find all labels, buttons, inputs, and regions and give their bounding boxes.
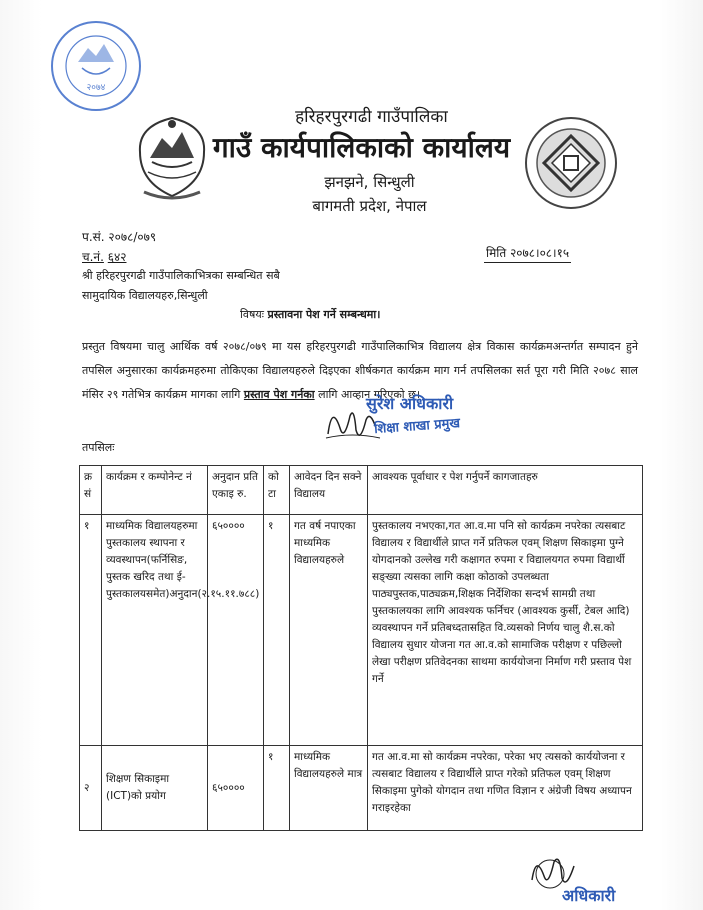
row-sn: १ xyxy=(80,515,102,746)
program-table xyxy=(79,465,643,831)
tapasil-label: तपसिलः xyxy=(82,441,115,454)
reference-ps xyxy=(82,228,156,245)
office-location: झनझने, सिन्धुली xyxy=(324,173,415,191)
signatory-stamp xyxy=(330,392,480,452)
row-quota: १ xyxy=(264,515,290,746)
header-grant: अनुदान प्रति एकाइ रु. xyxy=(208,466,264,515)
body-text-before: प्रस्तुत विषयमा चालु आर्थिक वर्ष २०७८/०७९ मा यस हरिहरपुरगढी गाउँपालिकाभित्र विद्यालय क्षेत्र विकास कार्यक्रमअन्तर्गत सम्पादन हुने तपसिल अनुसारका कार्यक्रमहरुमा तोकिएका विद्यालयहरुले दिइएका शीर्षकगत कार्यक्रम माग गर्न तपसिलका सर्त पूरा गरी मिति २०७८ साल मंसिर २९ गतेभित्र कार्यक्रम मागका लागि xyxy=(82,340,638,401)
row-sn: २ xyxy=(80,746,102,831)
municipality-name: हरिहरपुरगढी गाउँपालिका xyxy=(295,107,448,127)
addressee-line-2: सामुदायिक विद्यालयहरु,सिन्धुली xyxy=(82,289,208,302)
header-requirements: आवश्यक पूर्वाधार र पेश गर्नुपर्ने कागजातहरु xyxy=(368,466,643,515)
subject-text: प्रस्तावना पेश गर्ने सम्बन्धमा। xyxy=(267,308,381,321)
header-program: कार्यक्रम र कम्पोनेन्ट नं xyxy=(102,466,208,515)
row-eligible: गत वर्ष नपाएका माध्यमिक विद्यालयहरुले xyxy=(290,515,368,746)
row-program: शिक्षण सिकाइमा (ICT)को प्रयोग xyxy=(102,746,208,831)
header-sn: क्र सं xyxy=(80,466,102,515)
body-text-emphasis: प्रस्ताव पेश गर्नका xyxy=(243,388,315,401)
date-value: २०७८।०८।१५ xyxy=(510,246,570,260)
letter-date xyxy=(484,244,571,263)
cn-value: ६४२ xyxy=(107,250,127,264)
signatory-name: सुरेश अधिकारी xyxy=(366,394,454,413)
table-row xyxy=(80,515,643,746)
office-province: बागमती प्रदेश, नेपाल xyxy=(312,197,427,215)
subject-label: विषयः xyxy=(240,308,264,321)
row-grant: ६५०००० xyxy=(208,746,264,831)
bottom-signatory-name: अधिकारी xyxy=(562,886,616,905)
subject-line xyxy=(240,307,380,322)
ps-label: प.सं. xyxy=(82,230,105,244)
bottom-signatory-stamp xyxy=(524,848,664,908)
header-quota: को टा xyxy=(264,466,290,515)
svg-text:२०७४: २०७४ xyxy=(86,83,106,93)
table-row xyxy=(80,746,643,831)
row-eligible: माध्यमिक विद्यालयहरुले मात्र xyxy=(290,746,368,831)
date-label: मिति xyxy=(486,246,507,260)
cn-label: च.नं. xyxy=(82,250,104,264)
office-seal-stamp xyxy=(48,18,144,114)
row-program: माध्यमिक विद्यालयहरुमा पुस्तकालय स्थापना र व्यवस्थापन(फर्निसिङ, पुस्तक खरिद तथा ई-पुस्तकालयसमेत)अनुदान(२.१५.११.७८८) xyxy=(102,515,208,746)
reference-cn xyxy=(82,248,126,265)
row-grant: ६५०००० xyxy=(208,515,264,746)
office-title: गाउँ कार्यपालिकाको कार्यालय xyxy=(212,131,511,164)
addressee-line-1: श्री हरिहरपुरगढी गाउँपालिकाभित्रका सम्बन्धित सबै xyxy=(82,269,280,282)
header-eligible: आवेदन दिन सक्ने विद्यालय xyxy=(290,466,368,515)
table-header-row xyxy=(80,466,643,515)
body-text-after: लागि आव्हान गरिएको छ। xyxy=(318,388,420,401)
ps-value: २०७८/०७९ xyxy=(108,230,157,244)
row-requirements: पुस्तकालय नभएका,गत आ.व.मा पनि सो कार्यक्रम नपरेका त्यसबाट विद्यालय र विद्यार्थीले प्राप्त गर्ने प्रतिफल एवम् शिक्षण सिकाइमा पुग्ने योगदानको उल्लेख गरी कक्षागत रुपमा र विद्यालयगत रुपमा विद्यार्थी सङ्ख्या त्यसका लागि कक्षा कोठाको उपलब्धता पाठ्यपुस्तक,पाठ्यक्रम,शिक्षक निर्देशिका सन्दर्भ सामग्री तथा पुस्तकालयका लागि आवश्यक फर्निचर (आवश्यक कुर्सी, टेबल आदि) व्यवस्थापन गर्ने प्रतिबध्दतासहित वि.व्यसको निर्णय चालु शै.स.को विद्यालय सुधार योजना गत आ.व.को सामाजिक परीक्षण र पछिल्लो लेखा परीक्षण प्रतिवेदनका साथमा कार्ययोजना निर्माण गरी प्रस्ताव पेश गर्ने xyxy=(368,515,643,746)
signatory-title: शिक्षा शाखा प्रमुख xyxy=(373,416,461,437)
row-requirements: गत आ.व.मा सो कार्यक्रम नपरेका, परेका भए त्यसको कार्ययोजना र त्यसबाट विद्यालय र विद्यार्थीले प्राप्त गरेको प्रतिफल एवम् शिक्षण सिकाइमा पुगेको योगदान तथा गणित विज्ञान र अंग्रेजी विषय अध्यापन गराइरहेका xyxy=(368,746,643,831)
row-quota: १ xyxy=(264,746,290,831)
